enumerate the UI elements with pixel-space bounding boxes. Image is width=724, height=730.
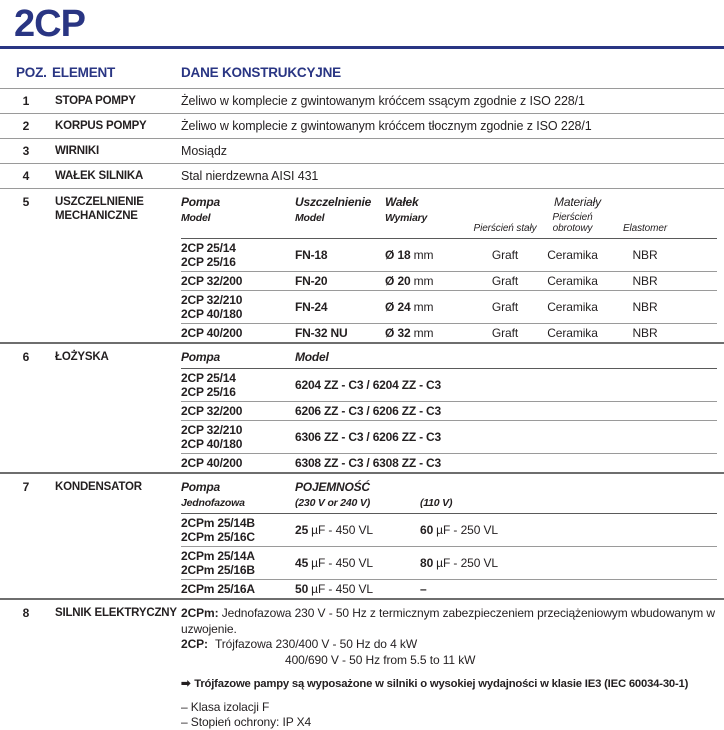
datasheet-page xyxy=(0,3,724,729)
table-row-kondensator xyxy=(0,474,724,598)
motor-threephase-line: 2CP: Trójfazowa 230/400 V - 50 Hz do 4 kW xyxy=(181,637,418,651)
arrow-icon: ➡ xyxy=(181,678,191,690)
motor-singlephase-line: 2CPm: Jednofazowa 230 V - 50 Hz z termicznym zabezpieczeniem przeciążeniowym wbudowanym w uzwojenie. xyxy=(181,606,716,636)
col-uszczelnienie-sub: Model xyxy=(295,212,325,224)
bearing-model: 6308 ZZ - C3 / 6308 ZZ - C3 xyxy=(295,456,441,470)
bearing-model: 6206 ZZ - C3 / 6206 ZZ - C3 xyxy=(295,404,441,418)
col-model: Model xyxy=(295,350,329,364)
pump-models: 2CP 32/200 xyxy=(181,274,243,288)
pump-models: 2CP 25/14 2CP 25/16 xyxy=(181,371,236,399)
capacitor-subtable xyxy=(181,480,724,598)
pump-models: 2CP 32/200 xyxy=(181,404,243,418)
capacitance-230v: 45 µF - 450 VL xyxy=(295,556,373,570)
col-pojemnosc: POJEMNOŚĆ xyxy=(295,480,370,494)
col-pompa-sub: Model xyxy=(181,212,211,224)
seal-model: FN-32 NU xyxy=(295,326,348,340)
elastomer: NBR xyxy=(632,274,658,288)
seal-subtable xyxy=(181,195,724,342)
seal-model: FN-18 xyxy=(295,248,328,262)
col-piercien-staly: Pierścień stały xyxy=(473,223,537,234)
stationary-ring: Graft xyxy=(491,300,519,314)
row-number: 5 xyxy=(22,195,30,209)
row-value: Mosiądz xyxy=(181,144,227,158)
table-row-silnik xyxy=(0,600,724,730)
capacitance-230v: 50 µF - 450 VL xyxy=(295,582,373,596)
seal-row xyxy=(181,291,717,324)
bearing-model: 6204 ZZ - C3 / 6204 ZZ - C3 xyxy=(295,378,441,392)
elastomer: NBR xyxy=(632,300,658,314)
row-number: 3 xyxy=(22,144,30,158)
rotating-ring: Ceramika xyxy=(547,300,598,314)
col-110v: (110 V) xyxy=(420,497,453,509)
col-uszczelnienie: Uszczelnienie xyxy=(295,195,372,209)
table-row-korpus-pompy xyxy=(0,114,724,139)
shaft-diameter: Ø 20 mm xyxy=(385,274,434,288)
seal-row xyxy=(181,239,717,272)
col-230v: (230 V or 240 V) xyxy=(295,497,371,509)
capacitor-subtable-header xyxy=(181,480,717,514)
pump-models: 2CP 32/210 2CP 40/180 xyxy=(181,293,243,321)
row-number: 4 xyxy=(22,169,30,183)
shaft-diameter: Ø 18 mm xyxy=(385,248,434,262)
rotating-ring: Ceramika xyxy=(547,326,598,340)
table-row-lozyska xyxy=(0,344,724,472)
pump-models: 2CP 40/200 xyxy=(181,326,243,340)
header-element: ELEMENT xyxy=(52,65,116,80)
rotating-ring: Ceramika xyxy=(547,274,598,288)
seal-row xyxy=(181,272,717,291)
bearing-row xyxy=(181,454,717,472)
row-element: USZCZELNIENIE MECHANICZNE xyxy=(55,196,144,222)
col-elastomer: Elastomer xyxy=(622,223,668,234)
row-element: KORPUS POMPY xyxy=(55,120,147,132)
col-materialy: Materiały xyxy=(554,195,601,209)
col-jednofazowa: Jednofazowa xyxy=(181,497,245,509)
capacitor-row xyxy=(181,547,717,580)
row-element: KONDENSATOR xyxy=(55,481,142,493)
motor-bullets xyxy=(181,700,724,730)
capacitance-110v: 60 µF - 250 VL xyxy=(420,523,498,537)
row-element: STOPA POMPY xyxy=(55,95,136,107)
motor-threephase-line2: 400/690 V - 50 Hz from 5.5 to 11 kW xyxy=(285,652,476,667)
table-row-walek-silnika xyxy=(0,164,724,189)
bearing-row xyxy=(181,421,717,454)
bearing-row xyxy=(181,369,717,402)
pump-models: 2CP 40/200 xyxy=(181,456,243,470)
col-pompa: Pompa xyxy=(181,480,221,494)
shaft-diameter: Ø 24 mm xyxy=(385,300,434,314)
pump-models: 2CPm 25/14B 2CPm 25/16C xyxy=(181,516,255,544)
stationary-ring: Graft xyxy=(491,326,519,340)
shaft-diameter: Ø 32 mm xyxy=(385,326,434,340)
row-number: 6 xyxy=(22,350,30,364)
protection-degree: – Stopień ochrony: IP X4 xyxy=(181,714,312,729)
capacitor-row xyxy=(181,514,717,547)
row-element: SILNIK ELEKTRYCZNY xyxy=(55,607,177,619)
stationary-ring: Graft xyxy=(491,248,519,262)
row-value: Żeliwo w komplecie z gwintowanym króćcem ssącym zgodnie z ISO 228/1 xyxy=(181,94,585,108)
bearings-subtable xyxy=(181,350,724,472)
insulation-class: – Klasa izolacji F xyxy=(181,699,270,714)
table-header xyxy=(0,65,724,80)
bearing-row xyxy=(181,402,717,421)
rotating-ring: Ceramika xyxy=(547,248,598,262)
row-element: WAŁEK SILNIKA xyxy=(55,170,144,182)
col-pompa: Pompa xyxy=(181,195,221,209)
col-pompa: Pompa xyxy=(181,350,221,364)
row-number: 2 xyxy=(22,119,30,133)
pump-models: 2CPm 25/14A 2CPm 25/16B xyxy=(181,549,255,577)
col-walek: Wałek xyxy=(385,195,419,209)
row-element: WIRNIKI xyxy=(55,145,99,157)
page-title: 2CP xyxy=(14,3,85,45)
header-dane: DANE KONSTRUKCYJNE xyxy=(181,65,341,80)
elastomer: NBR xyxy=(632,248,658,262)
capacitor-row xyxy=(181,580,717,598)
capacitance-110v: 80 µF - 250 VL xyxy=(420,556,498,570)
row-element: ŁOŻYSKA xyxy=(55,351,109,363)
seal-model: FN-20 xyxy=(295,274,328,288)
row-value: Żeliwo w komplecie z gwintowanym króćcem tłocznym zgodnie z ISO 228/1 xyxy=(181,119,592,133)
seal-row xyxy=(181,324,717,342)
row-number: 8 xyxy=(22,606,30,620)
capacitance-110v: – xyxy=(420,582,427,596)
efficiency-note: ➡ Trójfazowe pampy są wyposażone w silniki o wysokiej wydajności w klasie IE3 (IEC 60034-30-1) xyxy=(181,678,689,690)
row-value: Stal nierdzewna AISI 431 xyxy=(181,169,319,183)
col-piercien-obrotowy: Pierścień obrotowy xyxy=(552,212,593,234)
header-poz: POZ. xyxy=(16,65,47,80)
bearings-subtable-header xyxy=(181,350,717,369)
elastomer: NBR xyxy=(632,326,658,340)
pump-models: 2CP 25/14 2CP 25/16 xyxy=(181,241,236,269)
motor-description xyxy=(181,606,724,730)
col-walek-sub: Wymiary xyxy=(385,212,428,224)
pump-models: 2CP 32/210 2CP 40/180 xyxy=(181,423,243,451)
title-rule xyxy=(0,46,724,49)
bearing-model: 6306 ZZ - C3 / 6206 ZZ - C3 xyxy=(295,430,441,444)
row-number: 7 xyxy=(22,480,30,494)
capacitance-230v: 25 µF - 450 VL xyxy=(295,523,373,537)
seal-subtable-header xyxy=(181,195,717,239)
table-row-wirniki xyxy=(0,139,724,164)
pump-models: 2CPm 25/16A xyxy=(181,582,255,596)
table-row-uszczelnienie xyxy=(0,189,724,342)
stationary-ring: Graft xyxy=(491,274,519,288)
seal-model: FN-24 xyxy=(295,300,328,314)
row-number: 1 xyxy=(22,94,30,108)
table-row-stopa-pompy xyxy=(0,89,724,114)
